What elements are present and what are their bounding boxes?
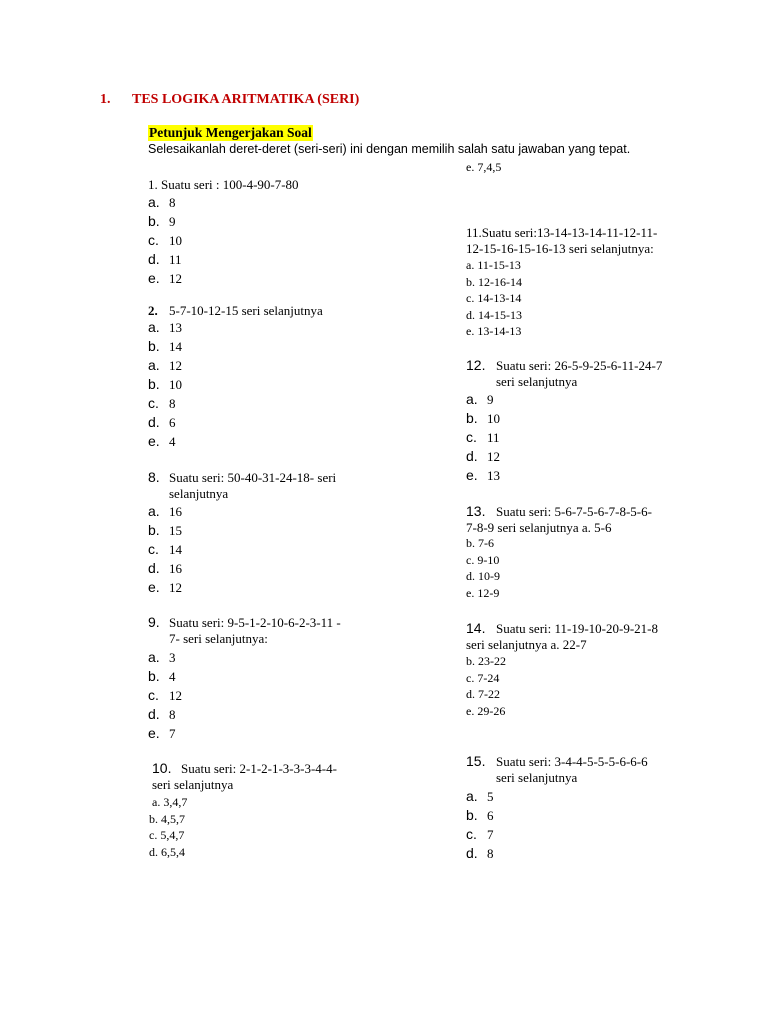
option[interactable] [466,428,500,447]
question-text: 5-7-10-12-15 seri selanjutnya [169,303,323,318]
section-heading [100,92,359,108]
option[interactable] [148,318,182,337]
option-letter: c. [466,429,477,445]
option-letter: c. [148,232,159,248]
option-value: 16 [169,561,182,576]
option-value: 12 [169,271,182,286]
question-text-line2: seri selanjutnya a. 22-7 [466,637,587,652]
question-number: 13. [466,503,486,519]
option-letter: a. [466,391,478,407]
option-value: 14 [169,542,182,557]
option-letter: b. [148,376,160,392]
option-letter: e. [148,725,160,741]
option-letter: d. [466,845,478,861]
question-2-options [148,318,182,451]
option[interactable] [466,806,494,825]
option-letter: e. [148,433,160,449]
option-letter: c. [148,395,159,411]
option-value: 10 [487,411,500,426]
option[interactable] [148,394,182,413]
option-value: 7 [169,726,176,741]
option-letter: a. [148,194,160,210]
option-value: 12 [169,358,182,373]
question-14-options [466,653,506,719]
question-number: 14. [466,620,486,636]
question-14 [466,620,658,653]
question-number: 10. [152,760,172,776]
question-text-line1: Suatu seri: 9-5-1-2-10-6-2-3-11 - [169,615,341,630]
question-text-line2: selanjutnya [169,486,229,501]
question-8 [148,469,336,502]
question-text-line2: 7- seri selanjutnya: [169,631,268,646]
option[interactable] [148,540,182,559]
option[interactable] [148,686,182,705]
question-number: 12. [466,357,486,373]
option-letter: d. [148,414,160,430]
option-letter: e. [148,270,160,286]
previous-option[interactable]: e. 7,4,5 [466,160,502,174]
option-value: 8 [487,846,494,861]
option[interactable] [148,337,182,356]
option[interactable] [466,825,494,844]
option-letter: d. [466,448,478,464]
option-letter: d. [148,706,160,722]
option[interactable]: d. 14-15-13 [466,307,522,322]
option[interactable]: b. 12-16-14 [466,274,522,289]
option-value: 13 [169,320,182,335]
option-letter: a. [148,319,160,335]
question-9-options [148,648,182,743]
option-value: 3 [169,650,176,665]
option-letter: c. [148,541,159,557]
option-letter: a. [148,357,160,373]
question-text-line2: 7-8-9 seri selanjutnya a. 5-6 [466,520,612,535]
option[interactable] [148,648,182,667]
option[interactable]: a. 3,4,7 [152,795,188,809]
question-text-line2: seri selanjutnya [496,770,578,785]
option[interactable] [148,250,182,269]
option[interactable] [148,578,182,597]
question-text-line1: Suatu seri: 5-6-7-5-6-7-8-5-6- [496,504,652,519]
option-value: 6 [169,415,176,430]
question-13-options [466,535,500,601]
option-value: 9 [169,214,176,229]
option-letter: b. [148,668,160,684]
option[interactable]: d. 6,5,4 [149,844,185,859]
option[interactable]: c. 5,4,7 [149,828,185,842]
question-text-line2: seri selanjutnya [496,374,578,389]
option[interactable] [148,559,182,578]
question-text-line1: Suatu seri: 50-40-31-24-18- seri [169,470,337,485]
option-value: 13 [487,468,500,483]
option[interactable]: c. 9-10 [466,552,500,567]
option[interactable]: c. 14-13-14 [466,291,522,305]
option[interactable] [466,409,500,428]
option-letter: d. [148,560,160,576]
option[interactable]: e. 13-14-13 [466,324,522,338]
option-value: 7 [487,827,494,842]
question-1-options [148,193,182,288]
option-value: 14 [169,339,182,354]
option[interactable] [148,667,182,686]
question-number: 9. [148,614,160,630]
question-number: 2. [148,303,158,318]
option[interactable]: b. 23-22 [466,654,506,668]
option[interactable] [466,447,500,466]
question-text-line1: Suatu seri: 26-5-9-25-6-11-24-7 [496,358,663,373]
option-value: 11 [487,430,500,445]
option-letter: d. [148,251,160,267]
question-11-options [466,257,522,340]
option[interactable]: a. 11-15-13 [466,258,521,272]
section-number: 1. [100,92,111,107]
option-letter: b. [466,410,478,426]
option-value: 4 [169,434,176,449]
question-12 [466,357,662,390]
option-value: 12 [169,688,182,703]
option-letter: c. [466,826,477,842]
option[interactable]: b. 4,5,7 [149,811,185,826]
option-value: 16 [169,504,182,519]
option-letter: b. [148,338,160,354]
option[interactable] [148,521,182,540]
question-9 [148,614,341,647]
option-value: 12 [169,580,182,595]
option-letter: b. [148,522,160,538]
question-number: 15. [466,753,486,769]
option-value: 5 [487,789,494,804]
option-letter: b. [466,807,478,823]
option-letter: e. [148,579,160,595]
option-letter: a. [148,649,160,665]
question-text-line2: seri selanjutnya [152,777,234,792]
option[interactable] [148,432,182,451]
option[interactable]: c. 7-24 [466,670,500,685]
question-text-line1: Suatu seri: 11-19-10-20-9-21-8 [496,621,658,636]
option[interactable] [148,269,182,288]
option-value: 6 [487,808,494,823]
question-text-line2: 12-15-16-15-16-13 seri selanjutnya: [466,241,654,256]
option[interactable] [148,705,182,724]
option-value: 9 [487,392,494,407]
option[interactable] [466,844,494,863]
option-letter: e. [466,467,478,483]
option-value: 15 [169,523,182,538]
question-number: 8. [148,469,160,485]
option[interactable]: d. 7-22 [466,687,500,701]
option[interactable] [466,390,500,409]
question-8-options [148,502,182,597]
option-letter: a. [148,503,160,519]
option[interactable] [466,466,500,485]
option-value: 10 [169,377,182,392]
option-value: 10 [169,233,182,248]
option[interactable] [148,724,182,743]
option-value: 8 [169,707,176,722]
option[interactable] [148,375,182,394]
question-2 [148,303,323,319]
instructions-title: Petunjuk Mengerjakan Soal [149,125,312,140]
option[interactable]: d. 10-9 [466,569,500,583]
question-12-options [466,390,500,485]
option[interactable]: e. 29-26 [466,703,506,718]
option[interactable]: e. 12-9 [466,585,500,600]
option[interactable] [148,413,182,432]
option[interactable] [148,231,182,250]
option-value: 11 [169,252,182,267]
option[interactable] [466,787,494,806]
question-text-line1: Suatu seri: 3-4-4-5-5-5-6-6-6 [496,754,648,769]
option-letter: b. [148,213,160,229]
option-letter: c. [148,687,159,703]
option-value: 8 [169,396,176,411]
question-10-options [149,794,187,860]
question-15-options [466,787,494,863]
option-value: 4 [169,669,176,684]
question-10 [152,760,337,793]
option-value: 8 [169,195,176,210]
question-1: 1. Suatu seri : 100-4-90-7-80 [148,177,299,192]
question-13 [466,503,652,536]
question-text-line1: 11.Suatu seri:13-14-13-14-11-12-11- [466,225,658,240]
question-text-line1: Suatu seri: 2-1-2-1-3-3-3-4-4- [181,761,337,776]
option-value: 12 [487,449,500,464]
option[interactable] [148,212,182,231]
option[interactable] [148,356,182,375]
option[interactable]: b. 7-6 [466,536,494,550]
option-letter: a. [466,788,478,804]
section-title: TES LOGIKA ARITMATIKA (SERI) [132,92,360,107]
option[interactable] [148,193,182,212]
question-15 [466,753,648,786]
option[interactable] [148,502,182,521]
instructions-text: Selesaikanlah deret-deret (seri-seri) ini dengan memilih salah satu jawaban yang tepat. [148,142,631,156]
question-11 [466,225,657,257]
